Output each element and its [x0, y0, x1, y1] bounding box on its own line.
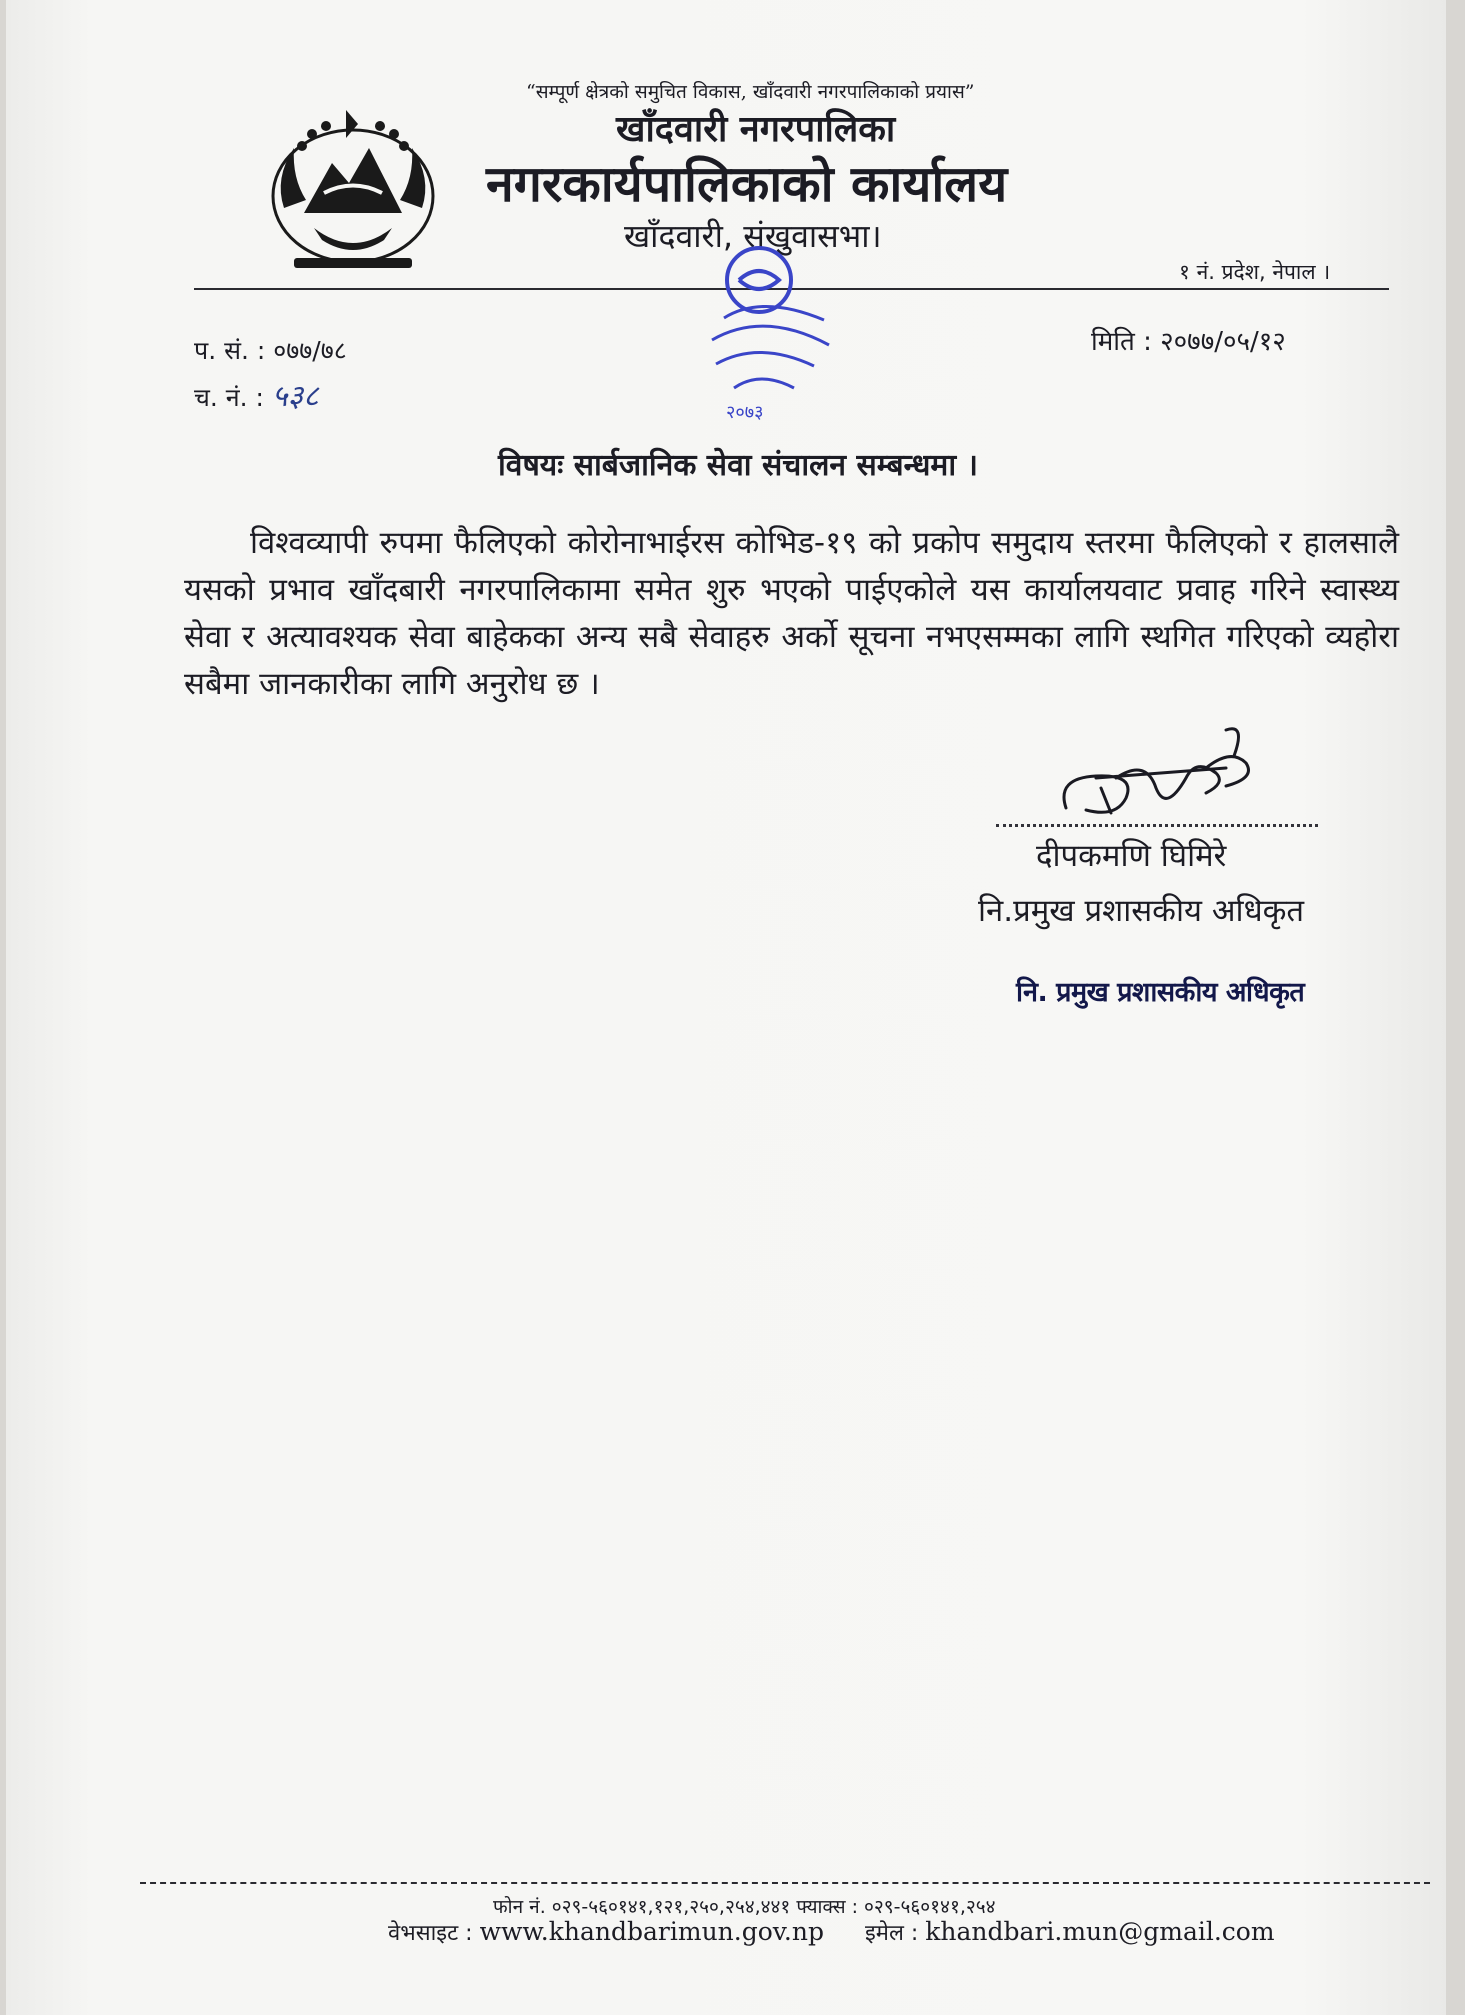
dispatch-label: च. नं. : — [194, 383, 264, 412]
signature-line — [996, 824, 1318, 827]
subject-line: विषयः सार्बजानिक सेवा संचालन सम्बन्धमा । — [498, 448, 978, 483]
reference-label: प. सं. : — [194, 336, 266, 365]
signatory-title: नि.प्रमुख प्रशासकीय अधिकृत — [978, 893, 1305, 929]
letter-date — [1091, 322, 1286, 358]
designation-stamp: नि. प्रमुख प्रशासकीय अधिकृत — [1016, 977, 1305, 1008]
office-seal-icon — [654, 240, 864, 430]
dispatch-number — [194, 374, 319, 415]
signatory-name: दीपकमणि घिमिरे — [1036, 838, 1227, 874]
website-label: वेभसाइट : — [388, 1921, 473, 1946]
letter-body: विश्वव्यापी रुपमा फैलिएको कोरोनाभाईरस कोभिड-१९ को प्रकोप समुदाय स्तरमा फैलिएको र हालसालै यसको प्रभाव खाँदबारी नगरपालिकामा समेत शुरु भएको पाईएकोले यस कार्यालयवाट प्रवाह गरिने स्वास्थ्य सेवा र अत्यावश्यक सेवा बाहेकका अन्य सबै सेवाहरु अर्को सूचना नभएसम्मका लागि स्थगित गरिएको व्यहोरा सबैमा जानकारीका लागि अनुरोध छ । — [184, 525, 1399, 702]
email-label: इमेल : — [865, 1921, 919, 1946]
signature-icon — [1056, 718, 1266, 828]
nepal-emblem-icon — [254, 108, 452, 278]
letter-page — [6, 0, 1446, 2015]
office-address: खाँदवारी, संखुवासभा। — [624, 217, 882, 255]
date-value: २०७७/०५/१२ — [1160, 327, 1286, 357]
date-label: मिति : — [1091, 327, 1152, 357]
footer-phone: फोन नं. ०२९-५६०१४१,१२१,२५०,२५४,४४१ फ्याक्स : ०२९-५६०१४१,२५४ — [493, 1896, 996, 1918]
dispatch-value: ५३८ — [271, 379, 319, 414]
footer-contact — [388, 1917, 1275, 1947]
reference-value: ०७७/७८ — [273, 336, 347, 365]
municipality-name: खाँदवारी नगरपालिका — [616, 108, 896, 150]
footer-divider — [140, 1882, 1430, 1884]
office-name: नगरकार्यपालिकाको कार्यालय — [486, 154, 1008, 213]
email-link[interactable]: khandbari.mun@gmail.com — [925, 1917, 1275, 1946]
province: १ नं. प्रदेश, नेपाल । — [1179, 260, 1331, 284]
seal-year: २०७३ — [726, 402, 764, 423]
reference-number — [194, 333, 347, 367]
website-link[interactable]: www.khandbarimun.gov.np — [479, 1917, 824, 1946]
motto: “सम्पूर्ण क्षेत्रको समुचित विकास, खाँदवारी नगरपालिकाको प्रयास” — [526, 81, 975, 103]
